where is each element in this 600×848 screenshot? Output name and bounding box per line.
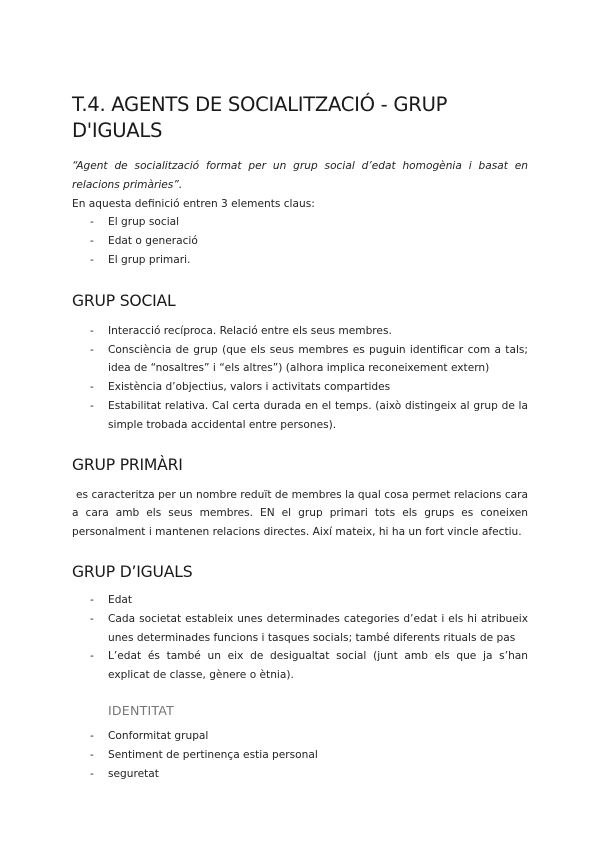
heading-grup-primari: GRUP PRIMÀRI <box>72 455 183 474</box>
list-item: - Conformitat grupal <box>72 727 528 746</box>
list-item: - El grup primari. <box>72 251 528 270</box>
list-item: - Edat o generació <box>72 232 528 251</box>
list-item: - Edat <box>72 591 528 610</box>
list-item: - Existència d’objectius, valors i activitats compartides <box>72 378 528 397</box>
definition-quote: “Agent de socialització format per un grup social d’edat homogènia i basat en relacions primàries”. <box>72 160 528 191</box>
identitat-list <box>72 727 528 783</box>
page-title: T.4. AGENTS DE SOCIALITZACIÓ - GRUP D'IGUALS <box>72 93 448 142</box>
list-item: - Sentiment de pertinença estia personal <box>72 746 528 765</box>
list-item: - Cada societat estableix unes determinades categories d’edat i els hi atribueix unes determinades funcions i tasques socials; també diferents rituals de pas <box>72 610 528 648</box>
definition-list <box>72 213 528 269</box>
heading-grup-iguals: GRUP D’IGUALS <box>72 562 193 581</box>
list-item: - Consciència de grup (que els seus membres es puguin identificar com a tals; idea de “nosaltres” i “els altres”) (alhora implica reconeixement extern) <box>72 341 528 379</box>
list-item: - seguretat <box>72 765 528 784</box>
list-item: - El grup social <box>72 213 528 232</box>
grup-primari-text: es caracteritza per un nombre reduït de membres la qual cosa permet relacions cara a cara amb els seus membres. EN el grup primari tots els grups es coneixen personalment i mantenen relacions directes. Així mateix, hi ha un fort vincle afectiu. <box>72 488 528 539</box>
list-item: - L’edat és també un eix de desigualtat social (junt amb els que ja s’han explicat de classe, gènere o ètnia). <box>72 647 528 685</box>
definition-intro: En aquesta definició entren 3 elements claus: <box>72 197 315 210</box>
heading-grup-social: GRUP SOCIAL <box>72 291 176 310</box>
definition-section <box>72 157 528 270</box>
grup-social-list <box>72 322 528 435</box>
grup-iguals-list <box>72 591 528 685</box>
list-item: - Interacció recíproca. Relació entre els seus membres. <box>72 322 528 341</box>
heading-identitat: IDENTITAT <box>108 702 175 718</box>
list-item: - Estabilitat relativa. Cal certa durada en el temps. (això distingeix al grup de la simple trobada accidental entre persones). <box>72 397 528 435</box>
document-page <box>72 92 528 783</box>
